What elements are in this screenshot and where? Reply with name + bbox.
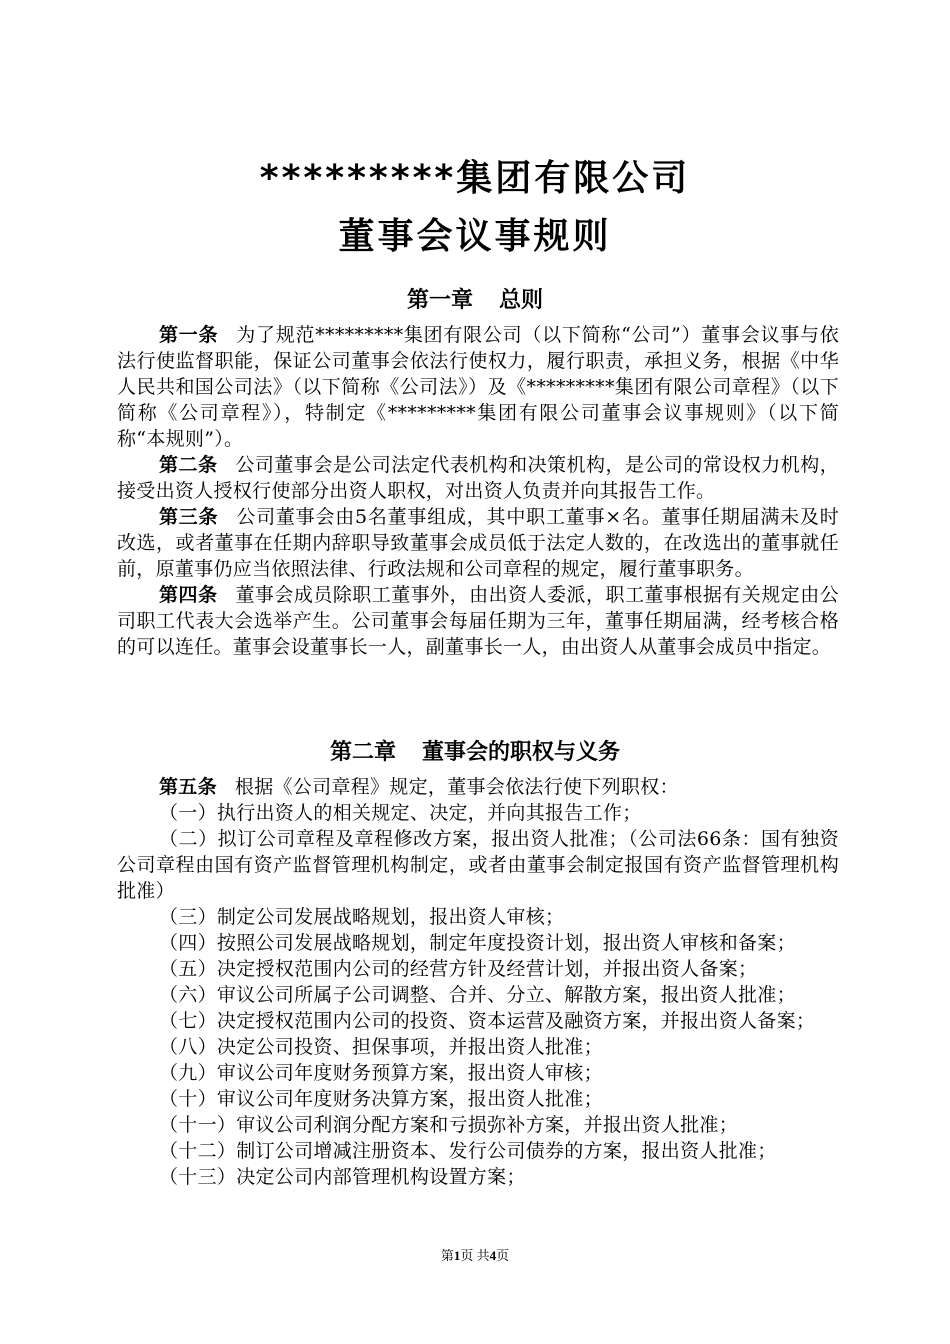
- article-5: [117, 774, 839, 800]
- chapter-2-name: 董事会的职权与义务: [422, 740, 621, 765]
- list-item: （六）审议公司所属子公司调整、合并、分立、解散方案，报出资人批准；: [159, 984, 796, 1006]
- chapter-1-name: 总则: [499, 288, 544, 313]
- article-text: 根据《公司章程》规定，董事会依法行使下列职权：: [234, 776, 679, 798]
- article-label: 第三条: [159, 506, 219, 528]
- article-3: [117, 504, 839, 582]
- article-text: 为了规范*********集团有限公司（以下简称“公司”）董事会议事与依法行使监督职能，保证公司董事会依法行使权力，履行职责，承担义务，根据《中华人民共和国公司法》（以下简称《公司法》）及《*********集团有限公司章程》（以下简称《公司章程》），特制定《*********集团有限公司董事会议事规则》（以下简称“本规则”）。: [117, 324, 840, 450]
- article-label: 第五条: [159, 776, 217, 798]
- list-item: （一）执行出资人的相关规定、决定，并向其报告工作；: [159, 802, 642, 824]
- list-item: （十一）审议公司利润分配方案和亏损弥补方案，并报出资人批准；: [159, 1114, 739, 1136]
- article-text: 公司董事会是公司法定代表机构和决策机构，是公司的常设权力机构，接受出资人授权行使部分出资人职权，对出资人负责并向其报告工作。: [117, 454, 839, 502]
- article-text: 董事会成员除职工董事外，由出资人委派，职工董事根据有关规定由公司职工代表大会选举产生。公司董事会每届任期为三年，董事任期届满，经考核合格的可以连任。董事会设董事长一人，副董事长一人，由出资人从董事会成员中指定。: [117, 584, 839, 658]
- chapter-2-body: [117, 774, 839, 1190]
- list-item: （二）拟订公司章程及章程修改方案，报出资人批准；（公司法66条：国有独资公司章程由国有资产监督管理机构制定，或者由董事会制定报国有资产监督管理机构批准）: [117, 828, 839, 902]
- list-item: （九）审议公司年度财务预算方案，报出资人审核；: [159, 1062, 603, 1084]
- list-item: （十）审议公司年度财务决算方案，报出资人批准；: [159, 1088, 603, 1110]
- footer-middle: 页 共: [460, 1248, 490, 1263]
- list-item: （八）决定公司投资、担保事项，并报出资人批准；: [159, 1036, 603, 1058]
- footer-prefix: 第: [440, 1248, 454, 1263]
- article-label: 第一条: [159, 324, 219, 346]
- article-label: 第二条: [159, 454, 218, 476]
- page-number: 1: [453, 1248, 461, 1263]
- total-pages: 4: [489, 1248, 497, 1263]
- article-1: [117, 322, 839, 452]
- list-item: （七）决定授权范围内公司的投资、资本运营及融资方案，并报出资人备案；: [159, 1010, 816, 1032]
- article-4: [117, 582, 839, 660]
- chapter-1-number: 第一章: [406, 288, 473, 313]
- article-2: [117, 452, 839, 504]
- list-item: （十二）制订公司增减注册资本、发行公司债券的方案，报出资人批准；: [159, 1140, 777, 1162]
- list-item: （五）决定授权范围内公司的经营方针及经营计划，并报出资人备案；: [159, 958, 758, 980]
- list-item: （十三）决定公司内部管理机构设置方案；: [159, 1166, 526, 1188]
- article-label: 第四条: [159, 584, 218, 606]
- chapter-2-number: 第二章: [329, 740, 396, 765]
- article-text: 公司董事会由5名董事组成，其中职工董事×名。董事任期届满未及时改选，或者董事在任期内辞职导致董事会成员低于法定人数的，在改选出的董事就任前，原董事仍应当依照法律、行政法规和公司章程的规定，履行董事职务。: [117, 506, 840, 580]
- footer-suffix: 页: [496, 1248, 510, 1263]
- page-footer: [0, 1248, 950, 1264]
- chapter-1-body: [117, 322, 839, 660]
- list-item: （三）制定公司发展战略规划，报出资人审核；: [159, 906, 565, 928]
- list-item: （四）按照公司发展战略规划，制定年度投资计划，报出资人审核和备案；: [159, 932, 796, 954]
- chapter-2-heading: [0, 738, 950, 768]
- company-title: *********集团有限公司: [259, 158, 691, 199]
- chapter-1-heading: [0, 286, 950, 316]
- document-title: 董事会议事规则: [338, 216, 612, 257]
